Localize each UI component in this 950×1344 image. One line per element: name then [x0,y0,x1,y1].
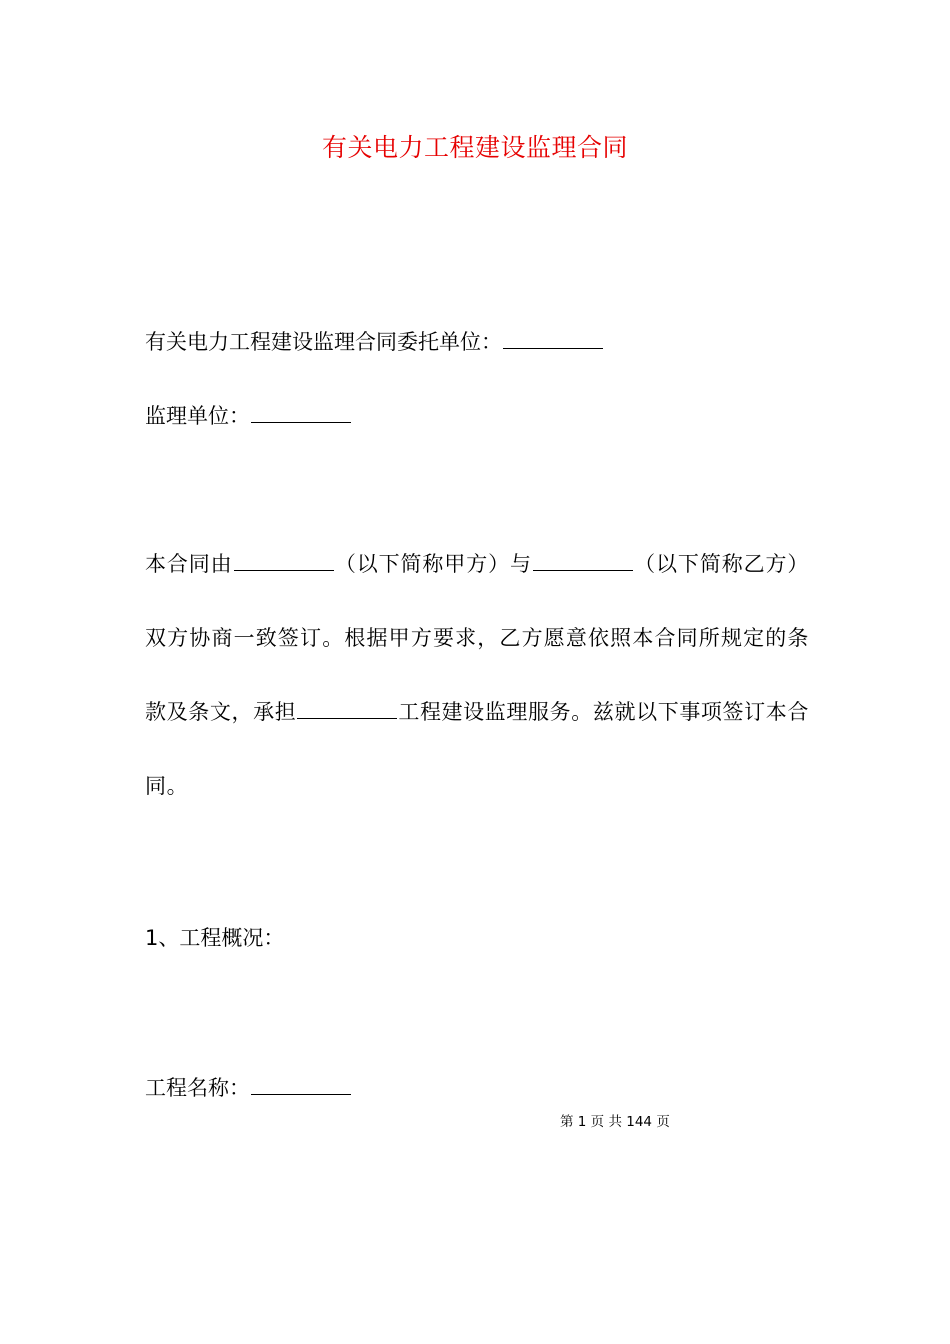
document-title: 有关电力工程建设监理合同 [321,133,628,162]
intro-part-4: 工程建设监理服务。兹就以下事项签订本合同。 [145,700,809,798]
client-blank [503,326,603,349]
party-a-blank [234,548,334,571]
intro-part-3: （以下简称乙方）双方协商一致签订。根据甲方要求，乙方愿意依照本合同所规定的条款及条文，承担 [145,552,809,724]
supervisor-blank [251,400,351,423]
intro-part-1: 本合同由 [145,552,233,576]
client-line [145,325,604,359]
client-label: 有关电力工程建设监理合同委托单位： [145,330,502,354]
intro-part-2: （以下简称甲方）与 [334,552,532,576]
page-number: 第 1 页 共 144 页 [560,1114,670,1130]
section-1-heading: 1、工程概况： [145,926,285,950]
supervisor-label: 监理单位： [145,404,250,428]
project-name-label: 工程名称： [145,1076,250,1100]
party-b-blank [533,548,633,571]
project-name-line [145,1071,352,1105]
intro-paragraph [145,527,809,823]
project-blank [297,696,397,719]
project-name-blank [251,1072,351,1095]
supervisor-line [145,399,352,433]
